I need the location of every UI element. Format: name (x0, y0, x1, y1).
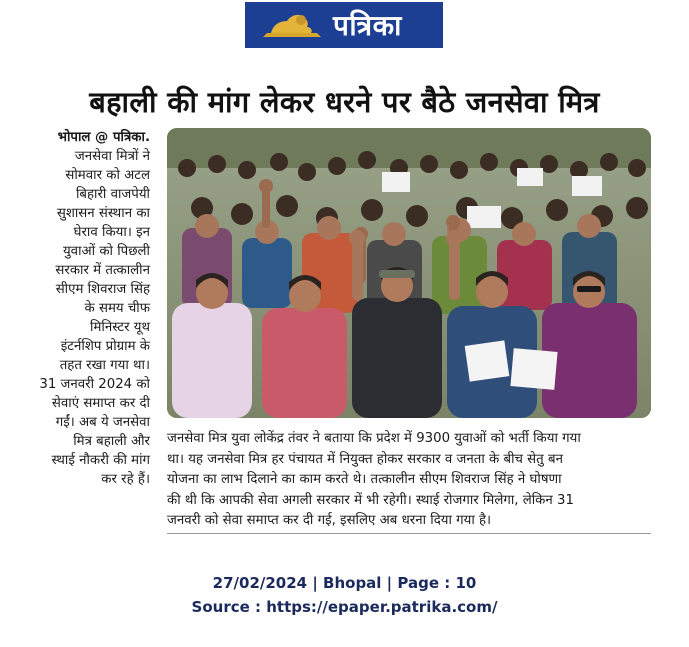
protest-photo-illustration (167, 128, 651, 418)
body-line: सीएम शिवराज सिंह (55, 282, 150, 297)
masthead (245, 2, 443, 48)
headline: बहाली की मांग लेकर धरने पर बैठे जनसेवा मित्र (89, 85, 600, 119)
body-line: सरकार में तत्कालीन (55, 263, 150, 278)
caption-line: की थी कि आपकी सेवा अगली सरकार में भी रहेगी। स्थाई रोजगार मिलेगा, लेकिन 31 (167, 492, 574, 508)
brand-name: पत्रिका (333, 9, 402, 42)
body-line: तहत रखा गया था। (59, 358, 150, 373)
body-line: सुशासन संस्थान का (56, 206, 150, 221)
protest-photo (167, 128, 651, 418)
body-line: बिहारी वाजपेयी (75, 187, 150, 202)
edition-info: 27/02/2024 | Bhopal | Page : 10 (212, 574, 477, 592)
body-line: कर रहे हैं। (101, 472, 150, 487)
photo-caption (167, 429, 651, 532)
lion-logo-icon (257, 9, 327, 41)
caption-divider (167, 533, 651, 534)
body-line: गईं। अब ये जनसेवा (55, 415, 150, 430)
body-line: सोमवार को अटल (65, 168, 150, 183)
body-line: के समय चीफ (84, 301, 150, 316)
source-link[interactable]: Source : https://epaper.patrika.com/ (191, 598, 498, 616)
body-line: मिनिस्टर यूथ (90, 320, 150, 335)
caption-line: योजना का लाभ दिलाने का काम करते थे। तत्कालीन सीएम शिवराज सिंह ने घोषणा (167, 472, 562, 487)
article-body (30, 128, 150, 489)
body-line: मित्र बहाली और (73, 434, 150, 449)
caption-line: जनसेवा मित्र युवा लोकेंद्र तंवर ने बताया कि प्रदेश में 9300 युवाओं को भर्ती किया गया (167, 431, 581, 446)
caption-line: जनवरी को सेवा समाप्त कर दी गई, इसलिए अब धरना दिया गया है। (167, 513, 492, 528)
dateline: भोपाल @ पत्रिका. (57, 130, 150, 145)
caption-line: था। यह जनसेवा मित्र हर पंचायत में नियुक्त होकर सरकार व जनता के बीच सेतु बन (167, 451, 563, 467)
body-line: 31 जनवरी 2024 को (39, 377, 150, 392)
body-line: स्थाई नौकरी की मांग (51, 453, 150, 468)
body-line: युवाओं को पिछली (62, 244, 150, 259)
body-line: सेवाएं समाप्त कर दी (51, 396, 150, 411)
body-line: इंटर्नशिप प्रोग्राम के (60, 339, 150, 354)
body-line: जनसेवा मित्रों ने (74, 149, 150, 164)
body-line: घेराव किया। इन (73, 225, 150, 240)
